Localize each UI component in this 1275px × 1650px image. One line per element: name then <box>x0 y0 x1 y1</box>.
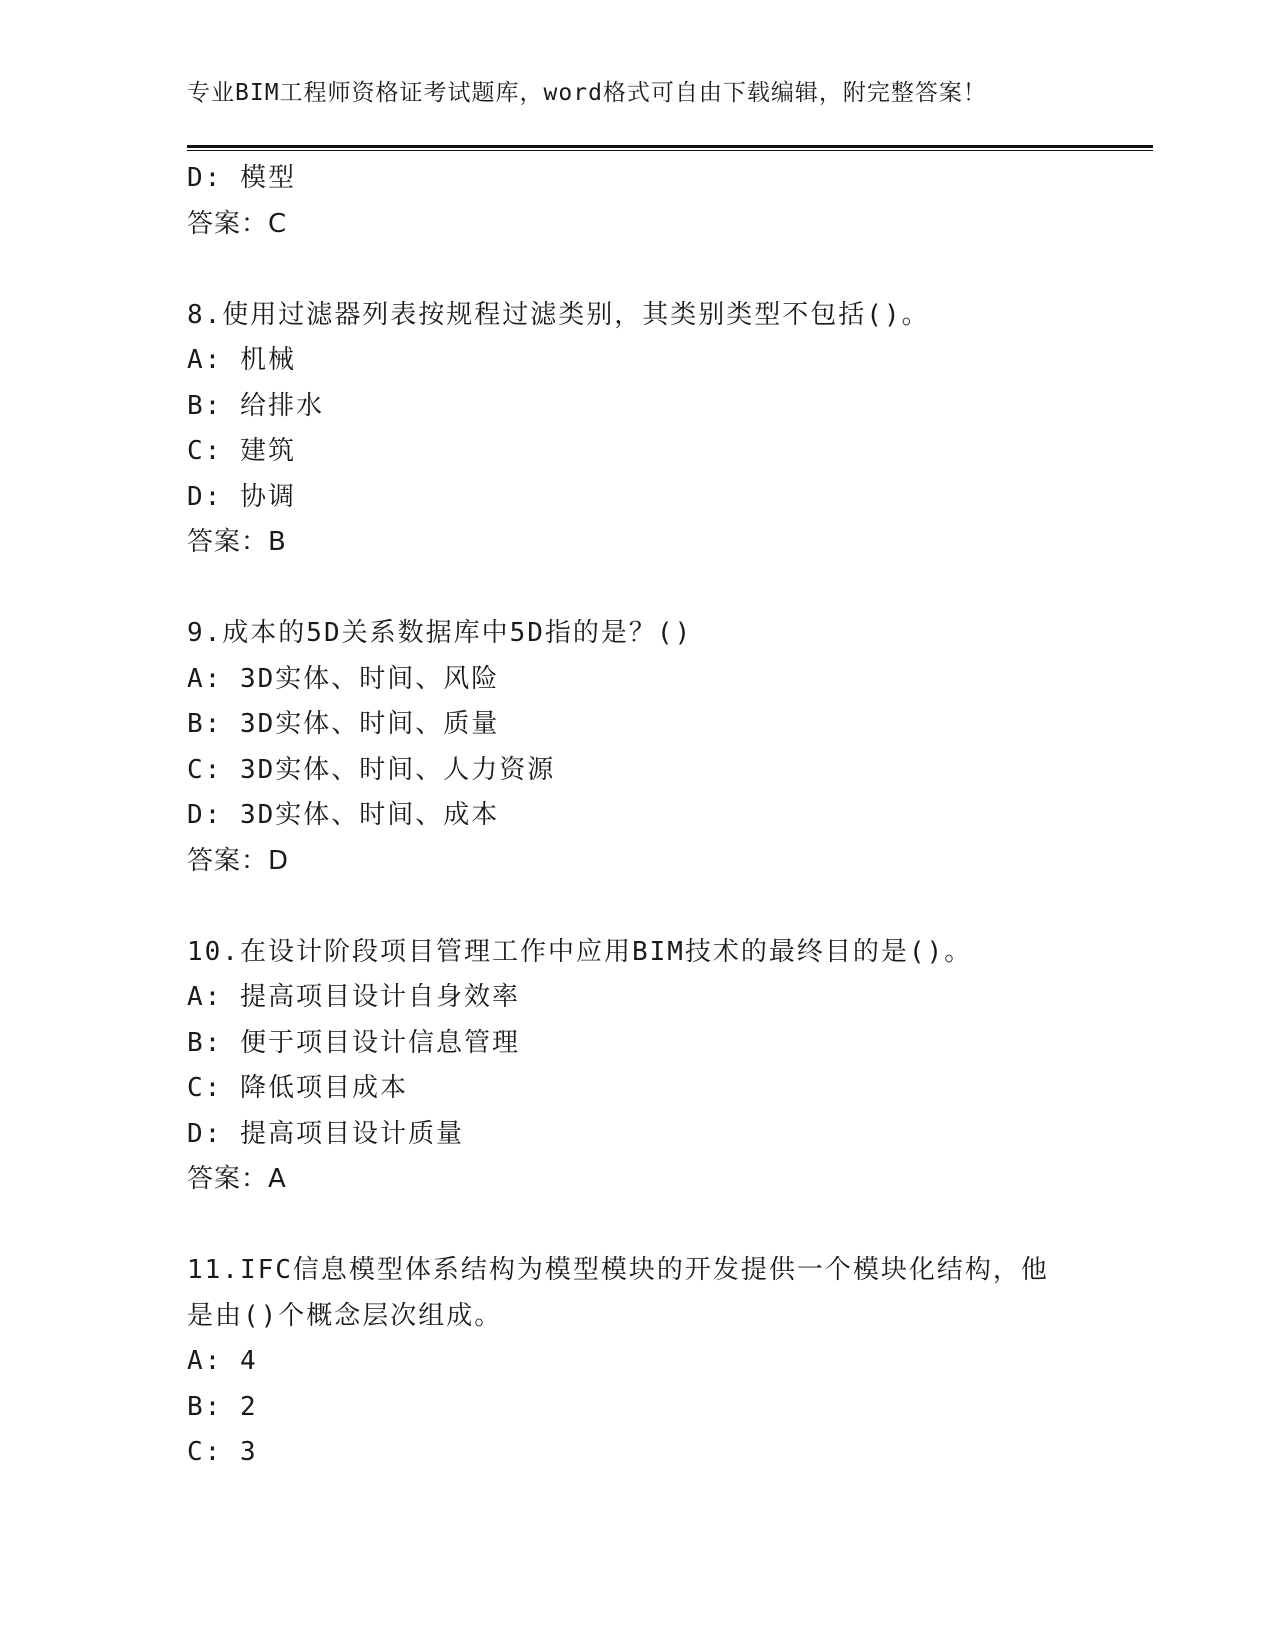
option-c: C: 降低项目成本 <box>187 1073 408 1103</box>
option-b: B: 2 <box>187 1391 258 1422</box>
answer-text: 答案：C <box>187 208 288 239</box>
option-a: A: 提高项目设计自身效率 <box>187 982 520 1012</box>
spacer <box>187 1203 1087 1249</box>
question-list <box>187 156 1087 1476</box>
header-divider <box>187 145 1153 151</box>
spacer <box>187 247 1087 293</box>
option-c: C: 建筑 <box>187 436 296 466</box>
option-d: D: 协调 <box>187 481 296 512</box>
spacer <box>187 566 1087 612</box>
option-b: B: 给排水 <box>187 390 324 421</box>
option-a: A: 4 <box>187 1346 258 1376</box>
option-b: B: 3D实体、时间、质量 <box>187 709 500 739</box>
option-d: D: 3D实体、时间、成本 <box>187 800 500 830</box>
option-c: C: 3D实体、时间、人力资源 <box>187 754 556 785</box>
page-header-title: 专业BIM工程师资格证考试题库，word格式可自由下载编辑，附完整答案！ <box>187 80 987 106</box>
question-stem: 8.使用过滤器列表按规程过滤类别，其类别类型不包括()。 <box>187 299 930 330</box>
question-stem: 9.成本的5D关系数据库中5D指的是？() <box>187 618 693 648</box>
option-d: D: 提高项目设计质量 <box>187 1118 464 1149</box>
answer-text: 答案：B <box>187 527 287 557</box>
option-d: D: 模型 <box>187 163 296 193</box>
option-a: A: 机械 <box>187 345 296 375</box>
question-stem-line-1: 11.IFC信息模型体系结构为模型模块的开发提供一个模块化结构，他 <box>187 1255 1049 1285</box>
option-b: B: 便于项目设计信息管理 <box>187 1027 520 1058</box>
question-stem-line-2: 是由()个概念层次组成。 <box>187 1300 503 1331</box>
option-c: C: 3 <box>187 1437 258 1467</box>
question-stem: 10.在设计阶段项目管理工作中应用BIM技术的最终目的是()。 <box>187 936 973 967</box>
option-a: A: 3D实体、时间、风险 <box>187 663 500 694</box>
spacer <box>187 884 1087 930</box>
answer-text: 答案：A <box>187 1164 287 1194</box>
answer-text: 答案：D <box>187 845 290 876</box>
